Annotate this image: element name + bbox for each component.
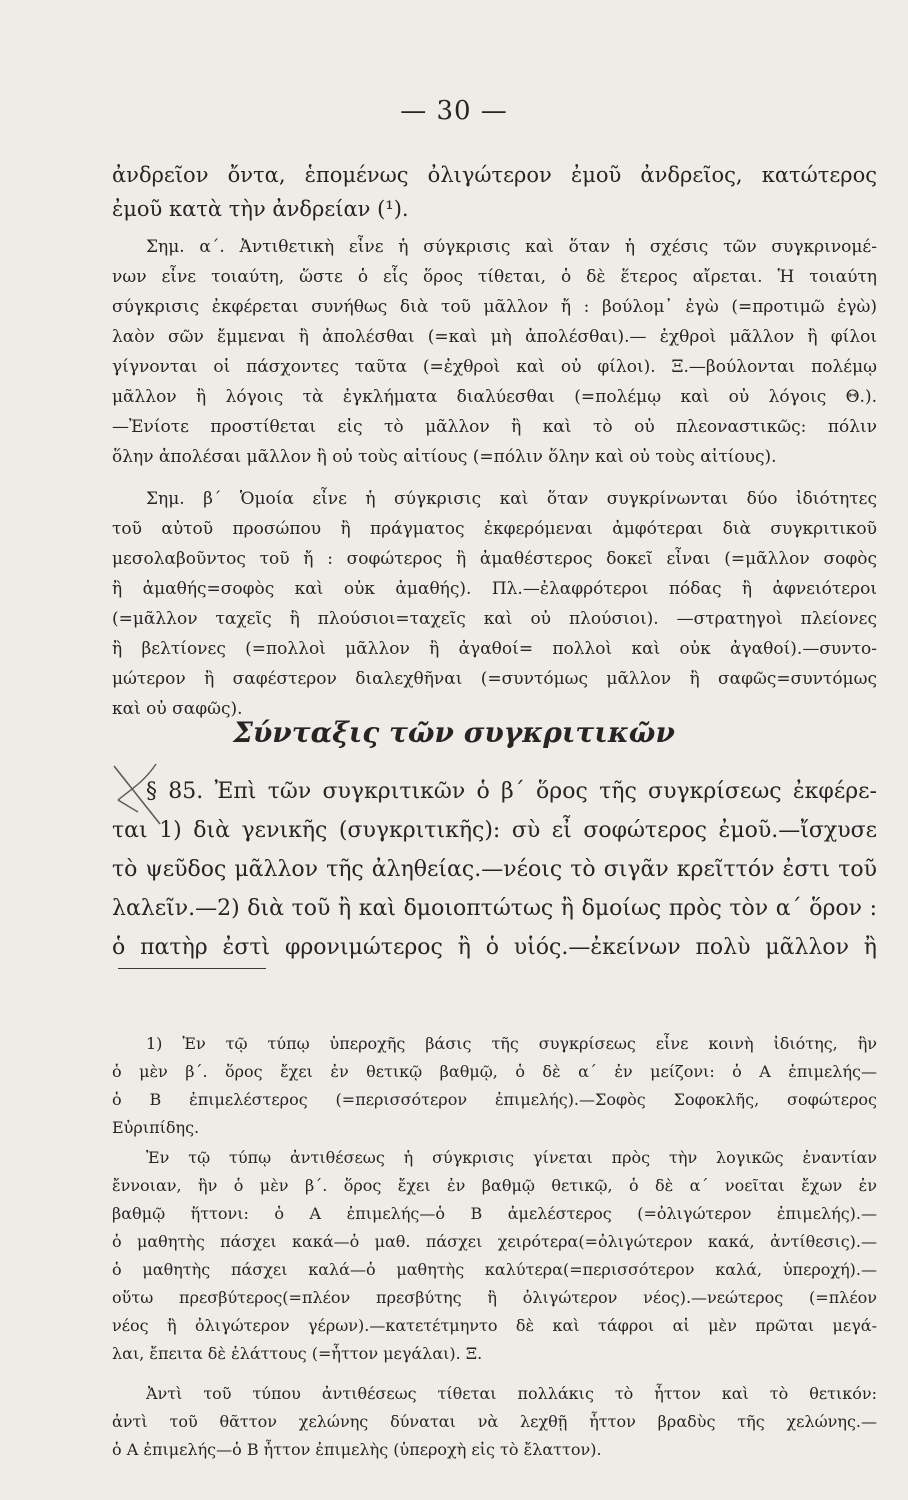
text-line: σύγκρισις ἐκφέρεται συνήθως διὰ τοῦ μᾶλλον ἤ : βούλομ᾿ ἐγὼ (=προτιμῶ ἐγὼ) bbox=[112, 297, 877, 317]
text-line: ὁ πατὴρ ἐστὶ φρονιμώτερος ἢ ὁ υἱός.—ἐκείνων πολὺ μᾶλλον ἢ bbox=[112, 935, 877, 960]
text-line: § 85. Ἐπὶ τῶν συγκριτικῶν ὁ β΄ ὅρος τῆς συγκρίσεως ἐκφέρε- bbox=[146, 779, 877, 804]
footnote-1 bbox=[112, 1030, 877, 1142]
text-line: ἢ βελτίονες (=πολλοὶ μᾶλλον ἢ ἀγαθοί= πολλοὶ καὶ οὐκ ἀγαθοί).—συντο- bbox=[112, 639, 877, 659]
text-line: μᾶλλον ἢ λόγοις τὰ ἐγκλήματα διαλύεσθαι (=πολέμῳ καὶ οὐ λόγοις Θ.). bbox=[112, 387, 877, 407]
section-85 bbox=[112, 772, 877, 967]
text-line: οὕτω πρεσβύτερος(=πλέον πρεσβύτης ἢ ὀλιγώτερον νέος).—νεώτερος (=πλέον bbox=[112, 1288, 877, 1307]
note-alpha bbox=[112, 232, 877, 472]
text-line: ἀνδρεῖον ὄντα, ἑπομένως ὀλιγώτερον ἐμοῦ ἀνδρεῖος, κατώτερος bbox=[112, 163, 877, 187]
text-line: ὁ μὲν β΄. ὅρος ἔχει ἐν θετικῷ βαθμῷ, ὁ δὲ α΄ ἐν μείζονι: ὁ Α ἐπιμελής— bbox=[112, 1062, 877, 1081]
text-line: ἀντὶ τοῦ θᾶττον χελώνης δύναται νὰ λεχθῇ ἧττον βραδὺς τῆς χελώνης.— bbox=[112, 1412, 877, 1431]
text-line: Σημ. α΄. Ἀντιθετικὴ εἶνε ἡ σύγκρισις καὶ ὅταν ἡ σχέσις τῶν συγκρινομέ- bbox=[146, 237, 877, 257]
text-line: τὸ ψεῦδος μᾶλλον τῆς ἀληθείας.—νέοις τὸ σιγᾶν κρεῖττόν ἐστι τοῦ bbox=[112, 857, 877, 882]
text-line: 1) Ἐν τῷ τύπῳ ὑπεροχῆς βάσις τῆς συγκρίσεως εἶνε κοινὴ ἰδιότης, ἣν bbox=[146, 1034, 877, 1053]
text-line: ὁ μαθητὴς πάσχει κακά—ὁ μαθ. πάσχει χειρότερα(=ὀλιγώτερον κακά, ἀντίθεσις).— bbox=[112, 1232, 877, 1251]
text-line: μώτερον ἢ σαφέστερον διαλεχθῆναι (=συντόμως μᾶλλον ἢ σαφῶς=συντόμως bbox=[112, 669, 877, 689]
text-line: ὁ Α ἐπιμελής—ὁ Β ἧττον ἐπιμελὴς (ὑπεροχὴ εἰς τὸ ἔλαττον). bbox=[112, 1440, 602, 1459]
text-line: ὁ Β ἐπιμελέστερος (=περισσότερον ἐπιμελής).—Σοφὸς Σοφοκλῆς, σοφώτερος bbox=[112, 1090, 877, 1109]
text-line: Ἀντὶ τοῦ τύπου ἀντιθέσεως τίθεται πολλάκις τὸ ἧττον καὶ τὸ θετικόν: bbox=[146, 1384, 877, 1403]
page-number: — 30 — bbox=[400, 96, 508, 126]
text-line: λαι, ἔπειτα δὲ ἐλάττους (=ἧττον μεγάλαι). Ξ. bbox=[112, 1344, 483, 1363]
text-line: τοῦ αὐτοῦ προσώπου ἢ πράγματος ἐκφερόμεναι ἀμφότεραι διὰ συγκριτικοῦ bbox=[112, 519, 877, 539]
text-line: ται 1) διὰ γενικῆς (συγκριτικῆς): σὺ εἶ σοφώτερος ἐμοῦ.—ἴσχυσε bbox=[112, 818, 877, 843]
text-line: —Ἐνίοτε προστίθεται εἰς τὸ μᾶλλον ἢ καὶ τὸ οὐ πλεοναστικῶς: πόλιν bbox=[112, 417, 877, 437]
footnote-3 bbox=[112, 1380, 877, 1464]
text-line: νων εἶνε τοιαύτη, ὥστε ὁ εἷς ὅρος τίθεται, ὁ δὲ ἕτερος αἴρεται. Ἡ τοιαύτη bbox=[112, 267, 877, 287]
text-line: ἐμοῦ κατὰ τὴν ἀνδρείαν (¹). bbox=[112, 197, 409, 221]
text-line: Εὐριπίδης. bbox=[112, 1118, 200, 1137]
note-beta bbox=[112, 484, 877, 724]
text-line: Σημ. β΄ Ὁμοία εἶνε ἡ σύγκρισις καὶ ὅταν συγκρίνωνται δύο ἰδιότητες bbox=[146, 489, 877, 509]
text-line: ἢ ἀμαθής=σοφὸς καὶ οὐκ ἀμαθής). Πλ.—ἐλαφρότεροι πόδας ἢ ἀφνειότεροι bbox=[112, 579, 877, 599]
text-line: (=μᾶλλον ταχεῖς ἢ πλούσιοι=ταχεῖς καὶ οὐ πλούσιοι). —στρατηγοὶ πλείονες bbox=[112, 609, 877, 629]
text-line: βαθμῷ ἥττονι: ὁ Α ἐπιμελής—ὁ Β ἀμελέστερος (=ὀλιγώτερον ἐπιμελής).— bbox=[112, 1204, 877, 1223]
text-line: ἔννοιαν, ἣν ὁ μὲν β΄. ὅρος ἔχει ἐν βαθμῷ θετικῷ, ὁ δὲ α΄ νοεῖται ἔχων ἐν bbox=[112, 1176, 877, 1195]
paragraph-continuation bbox=[112, 158, 877, 226]
text-line: ὅλην ἀπολέσαι μᾶλλον ἢ οὐ τοὺς αἰτίους (=πόλιν ὅλην καὶ οὐ τοὺς αἰτίους). bbox=[112, 447, 777, 467]
handwritten-underline bbox=[118, 968, 266, 969]
footnote-2 bbox=[112, 1144, 877, 1368]
section-heading: Σύνταξις τῶν συγκριτικῶν bbox=[233, 716, 675, 749]
text-line: καὶ οὐ σαφῶς). bbox=[112, 699, 243, 719]
text-line: λαὸν σῶν ἔμμεναι ἢ ἀπολέσθαι (=καὶ μὴ ἀπολέσθαι).— ἐχθροὶ μᾶλλον ἢ φίλοι bbox=[112, 327, 877, 347]
text-line: μεσολαβοῦντος τοῦ ἤ : σοφώτερος ἢ ἀμαθέστερος δοκεῖ εἶναι (=μᾶλλον σοφὸς bbox=[112, 549, 877, 569]
text-line: Ἐν τῷ τύπῳ ἀντιθέσεως ἡ σύγκρισις γίνεται πρὸς τὴν λογικῶς ἐναντίαν bbox=[146, 1148, 877, 1167]
text-line: γίγνονται οἱ πάσχοντες ταῦτα (=ἐχθροὶ καὶ οὐ φίλοι). Ξ.—βούλονται πολέμῳ bbox=[112, 357, 877, 377]
text-line: νέος ἢ ὀλιγώτερον γέρων).—κατετέτμηντο δὲ καὶ τάφροι αἱ μὲν πρῶται μεγά- bbox=[112, 1316, 877, 1335]
text-line: ὁ μαθητὴς πάσχει καλά—ὁ μαθητὴς καλύτερα(=περισσότερον καλά, ὑπεροχή).— bbox=[112, 1260, 877, 1279]
text-line: λαλεῖν.—2) διὰ τοῦ ἢ καὶ δμοιοπτώτως ἢ δμοίως πρὸς τὸν α΄ ὅρον : bbox=[112, 896, 877, 921]
